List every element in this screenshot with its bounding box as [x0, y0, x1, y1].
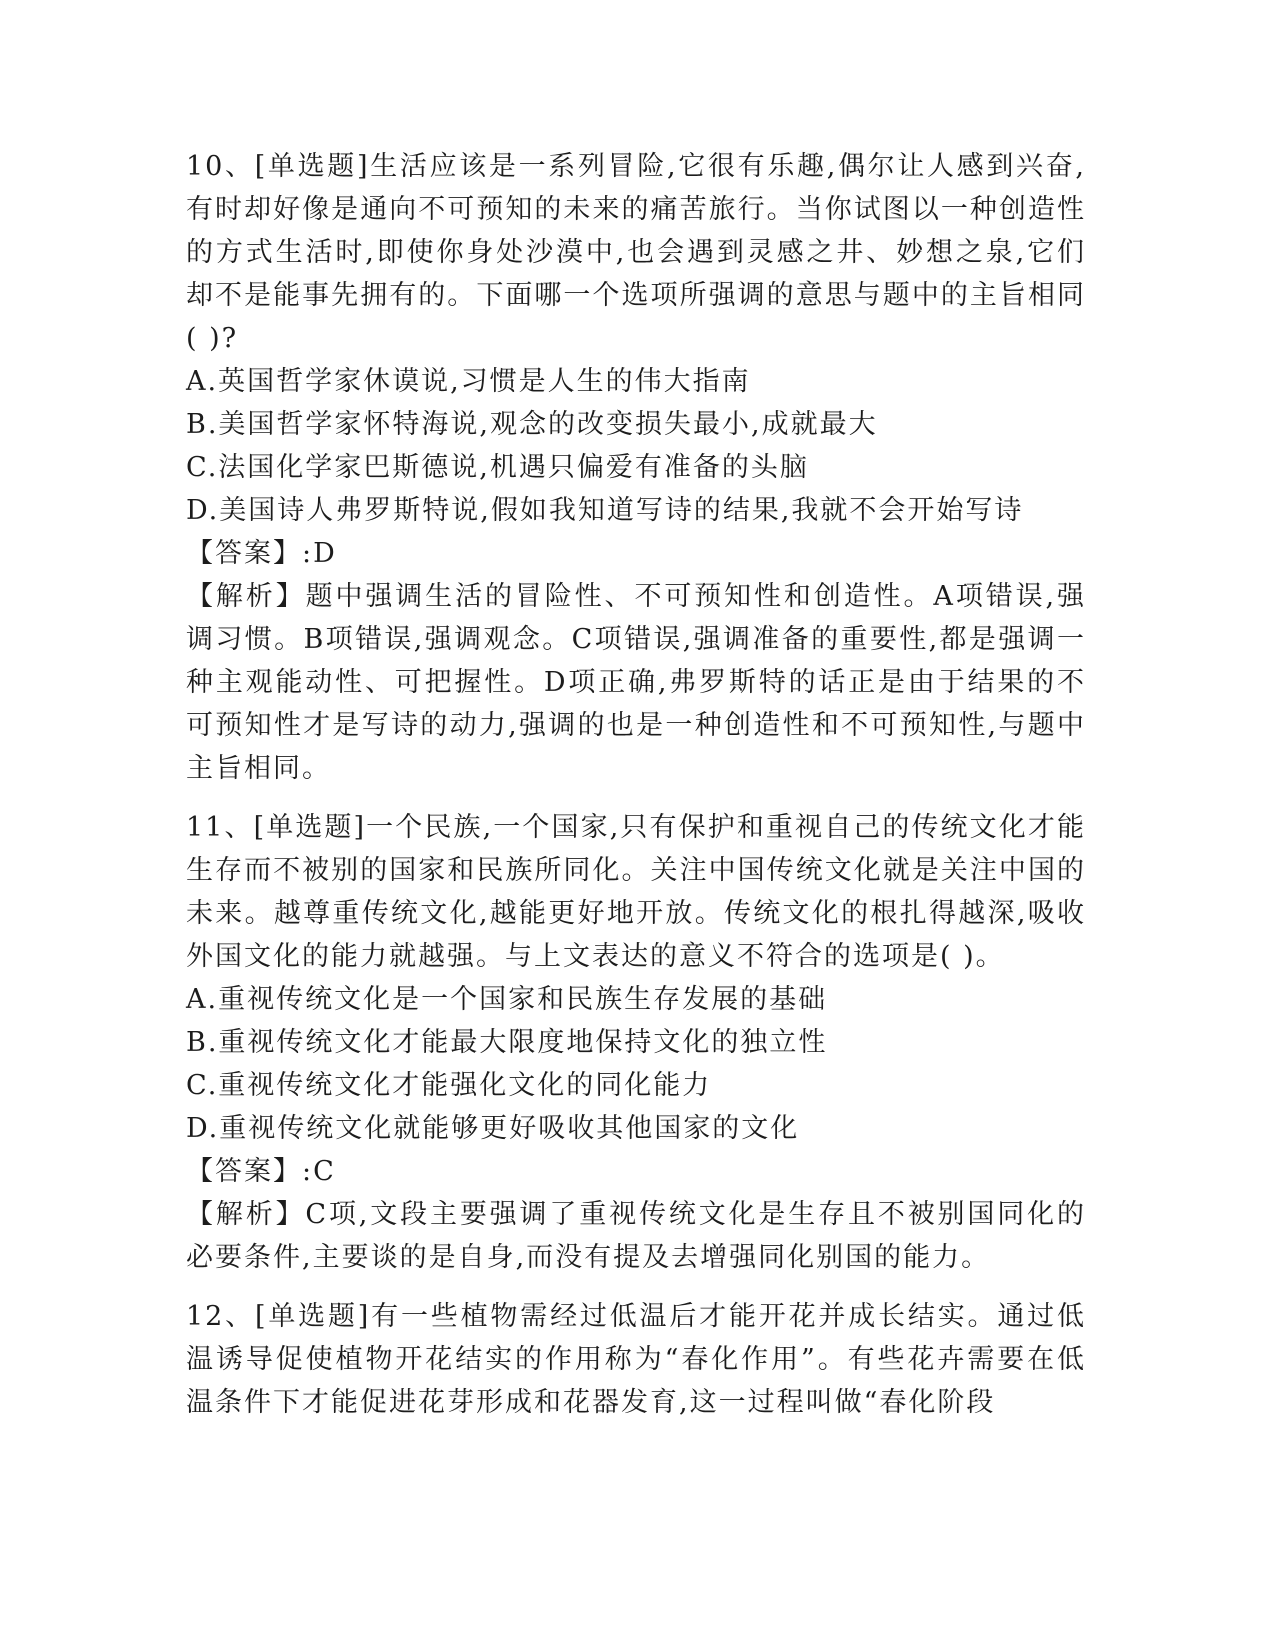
explanation: 【解析】题中强调生活的冒险性、不可预知性和创造性。A项错误,强调习惯。B项错误,强调观念。C项错误,强调准备的重要性,都是强调一种主观能动性、可把握性。D项正确,弗罗斯特的话正是由于结果的不可预知性才是写诗的动力,强调的也是一种创造性和不可预知性,与题中主旨相同。 [186, 581, 1086, 784]
option-c: C.重视传统文化才能强化文化的同化能力 [186, 1070, 712, 1101]
option-d: D.重视传统文化就能够更好吸收其他国家的文化 [186, 1113, 800, 1144]
question-11 [186, 806, 1086, 1279]
question-stem: 12、[单选题]有一些植物需经过低温后才能开花并成长结实。通过低温诱导促使植物开花结实的作用称为“春化作用”。有些花卉需要在低温条件下才能促进花芽形成和花器发育,这一过程叫做“春化阶段 [186, 1301, 1086, 1418]
option-b: B.重视传统文化才能最大限度地保持文化的独立性 [186, 1027, 828, 1058]
option-c: C.法国化学家巴斯德说,机遇只偏爱有准备的头脑 [186, 452, 809, 483]
question-stem: 11、[单选题]一个民族,一个国家,只有保护和重视自己的传统文化才能生存而不被别的国家和民族所同化。关注中国传统文化就是关注中国的未来。越尊重传统文化,越能更好地开放。传统文化的根扎得越深,吸收外国文化的能力就越强。与上文表达的意义不符合的选项是( )。 [186, 812, 1086, 972]
answer-line: 【答案】:D [186, 538, 337, 569]
explanation: 【解析】C项,文段主要强调了重视传统文化是生存且不被别国同化的必要条件,主要谈的是自身,而没有提及去增强同化别国的能力。 [186, 1199, 1086, 1273]
option-a: A.英国哲学家休谟说,习惯是人生的伟大指南 [186, 366, 751, 397]
question-12 [186, 1295, 1086, 1424]
question-stem: 10、[单选题]生活应该是一系列冒险,它很有乐趣,偶尔让人感到兴奋,有时却好像是通向不可预知的未来的痛苦旅行。当你试图以一种创造性的方式生活时,即使你身处沙漠中,也会遇到灵感之井、妙想之泉,它们却不是能事先拥有的。下面哪一个选项所强调的意思与题中的主旨相同( )? [186, 151, 1086, 354]
option-b: B.美国哲学家怀特海说,观念的改变损失最小,成就最大 [186, 409, 878, 440]
option-d: D.美国诗人弗罗斯特说,假如我知道写诗的结果,我就不会开始写诗 [186, 495, 1024, 526]
answer-line: 【答案】:C [186, 1156, 336, 1187]
question-list [186, 145, 1086, 1440]
question-10 [186, 145, 1086, 790]
option-a: A.重视传统文化是一个国家和民族生存发展的基础 [186, 984, 828, 1015]
